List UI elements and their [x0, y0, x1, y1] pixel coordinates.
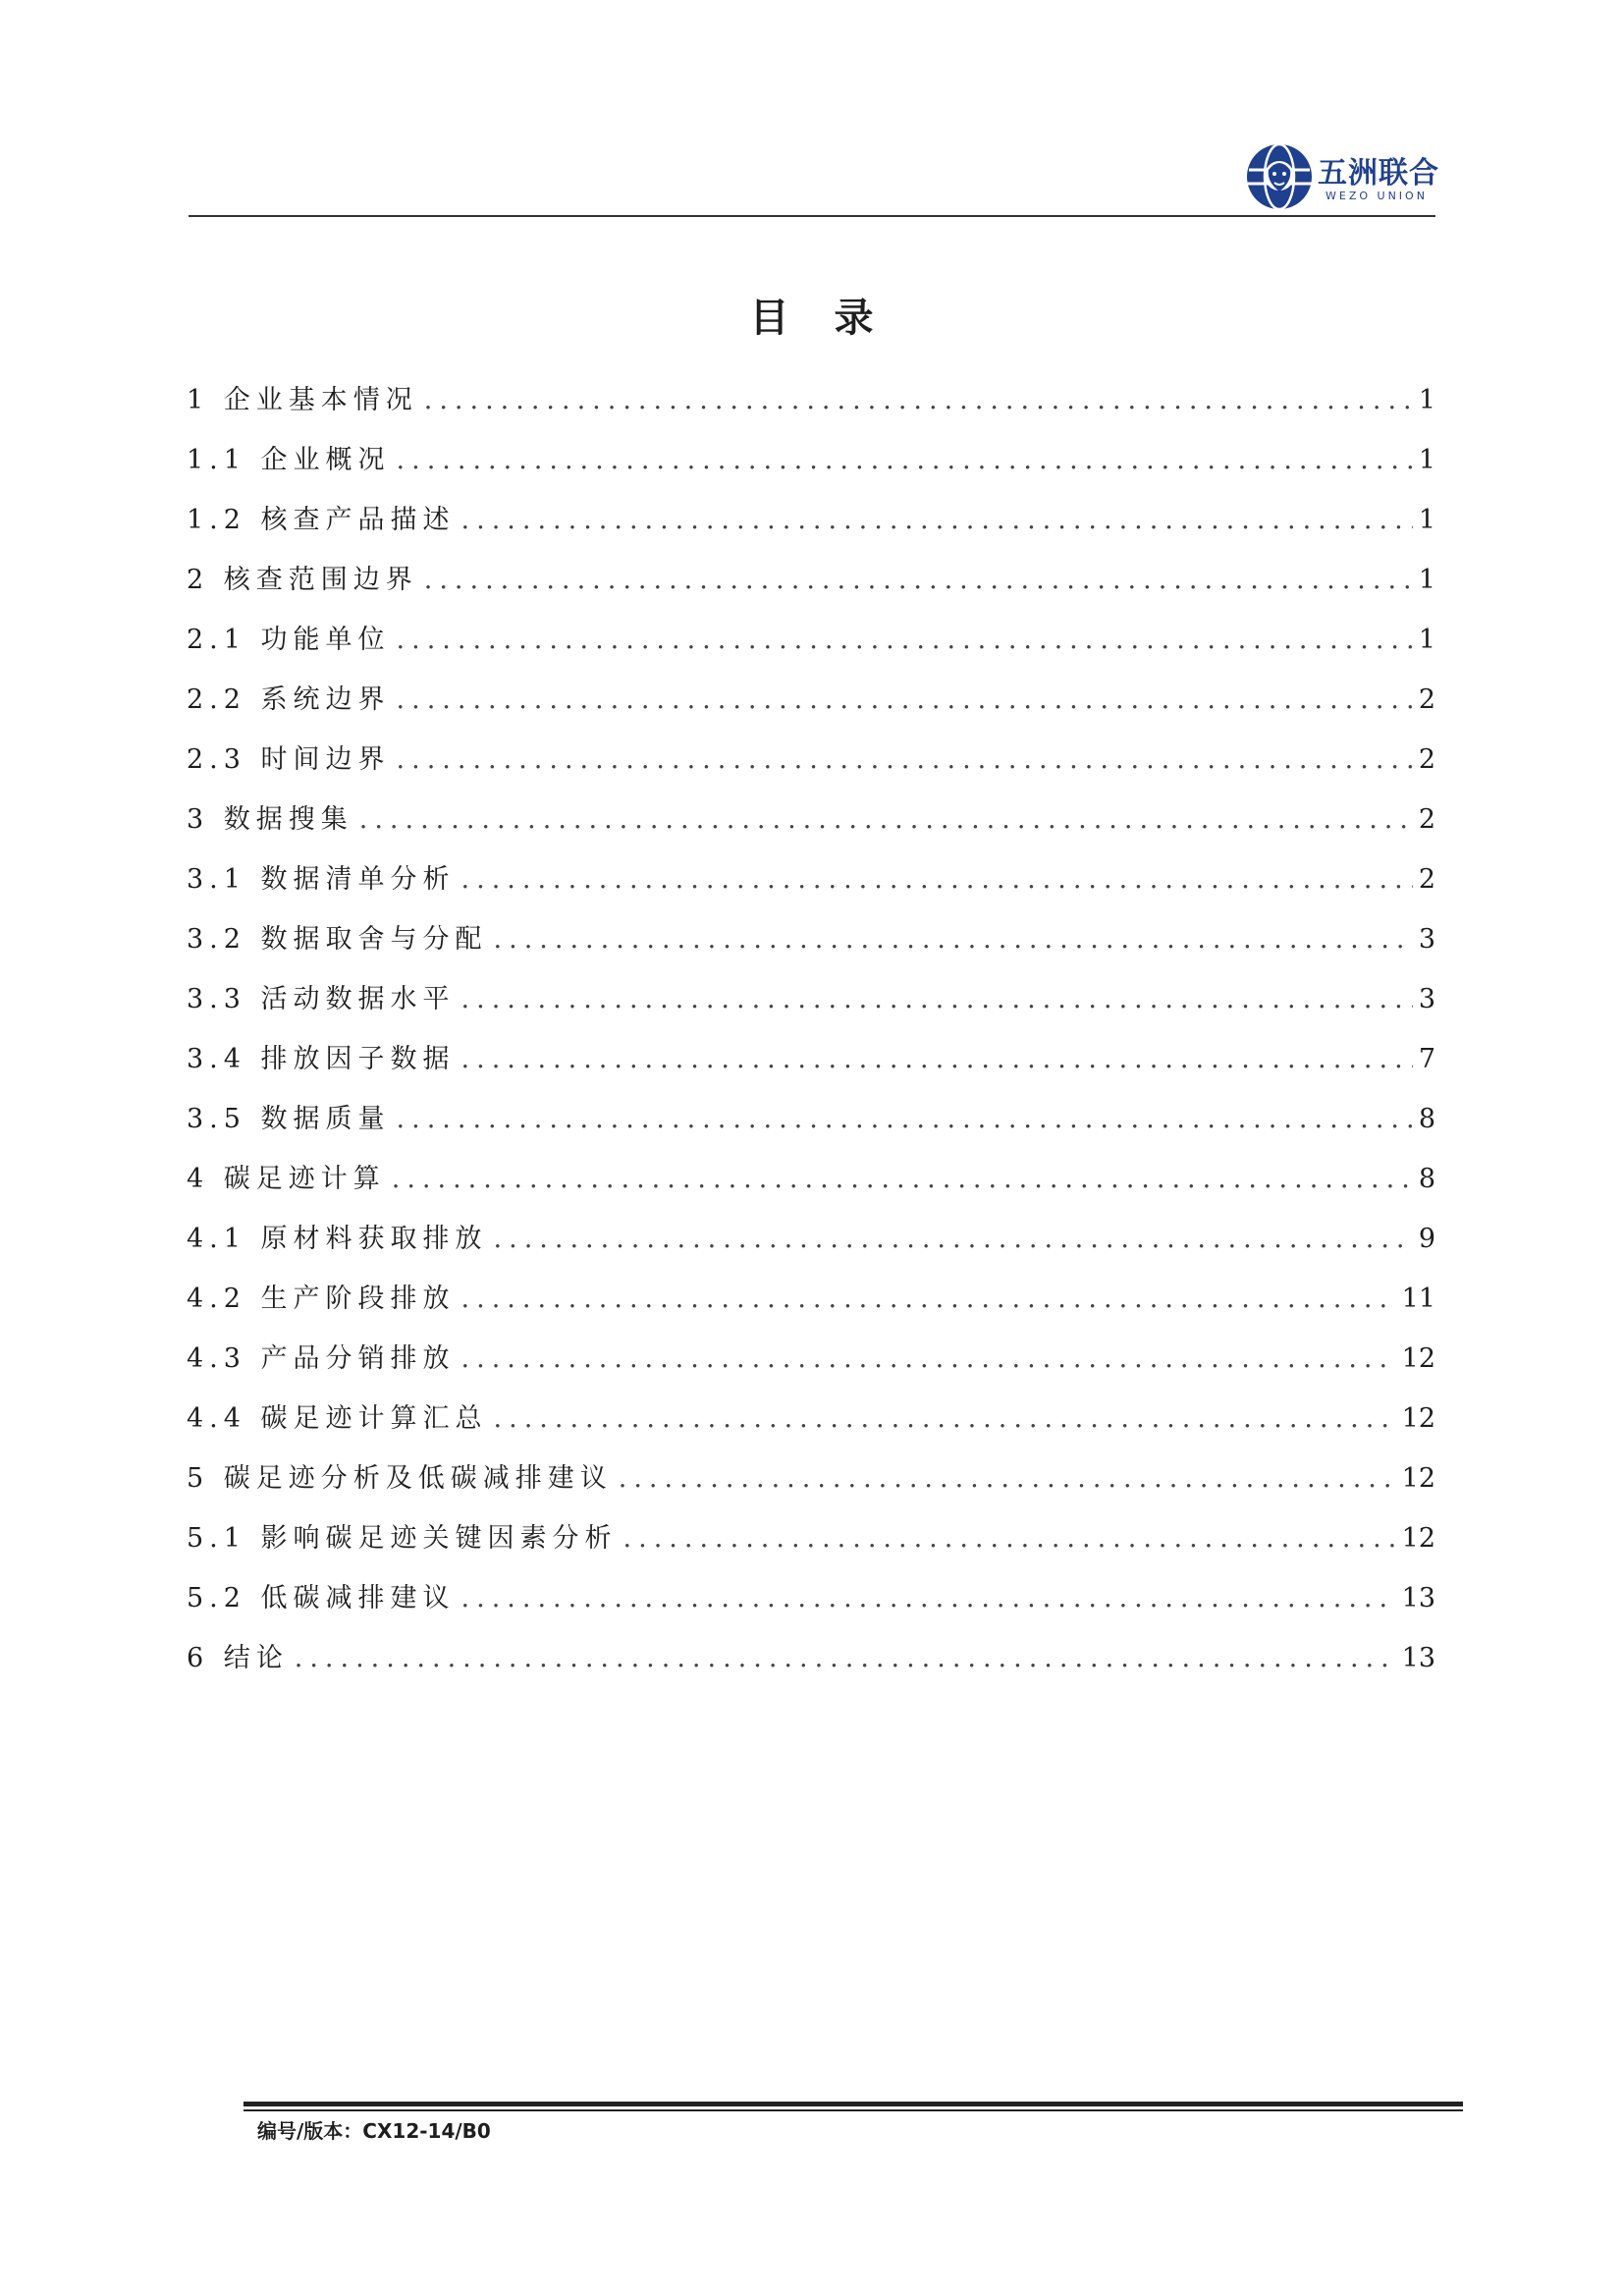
toc-entry: [187, 1097, 1435, 1157]
toc-dot-leader: [424, 565, 1413, 595]
toc-entry-label: 5.2 低碳减排建议: [187, 1583, 456, 1613]
toc-entry-label: 2.3 时间边界: [187, 744, 391, 775]
toc-entry-label: 3 数据搜集: [187, 804, 353, 835]
toc-entry: [187, 738, 1435, 797]
toc-entry-page: 1: [1418, 445, 1435, 475]
toc-entry: [187, 558, 1435, 618]
toc-dot-leader: [397, 684, 1413, 715]
toc-entry-label: 5.1 影响碳足迹关键因素分析: [187, 1523, 618, 1554]
toc-entry: [187, 977, 1435, 1037]
toc-dot-leader: [397, 1104, 1413, 1134]
toc-entry: [187, 1396, 1435, 1456]
toc-entry: [187, 1217, 1435, 1277]
toc-entry: [187, 797, 1435, 857]
table-of-contents: [187, 378, 1435, 1696]
toc-entry: [187, 1337, 1435, 1396]
toc-dot-leader: [461, 1583, 1396, 1613]
toc-entry-label: 2.2 系统边界: [187, 684, 391, 715]
toc-entry: [187, 1037, 1435, 1097]
toc-entry-page: 2: [1418, 804, 1435, 835]
toc-entry-page: 13: [1401, 1643, 1435, 1673]
toc-entry-label: 4.1 原材料获取排放: [187, 1224, 488, 1254]
footer-divider-thick: [243, 2102, 1463, 2106]
toc-entry-label: 1.1 企业概况: [187, 445, 391, 475]
toc-entry-label: 4 碳足迹计算: [187, 1164, 386, 1194]
toc-dot-leader: [359, 804, 1413, 835]
toc-dot-leader: [461, 1284, 1396, 1314]
toc-entry: [187, 1157, 1435, 1217]
toc-entry: [187, 1576, 1435, 1636]
toc-entry: [187, 378, 1435, 438]
toc-entry-page: 12: [1401, 1523, 1435, 1554]
toc-entry-label: 3.1 数据清单分析: [187, 864, 456, 895]
toc-entry-page: 12: [1401, 1403, 1435, 1434]
toc-entry-page: 8: [1418, 1104, 1435, 1134]
toc-entry-label: 3.2 数据取舍与分配: [187, 924, 488, 955]
toc-entry-page: 1: [1418, 625, 1435, 655]
toc-entry-label: 4.3 产品分销排放: [187, 1343, 456, 1374]
toc-entry: [187, 618, 1435, 678]
toc-entry: [187, 917, 1435, 977]
toc-entry: [187, 438, 1435, 498]
toc-entry-label: 6 结论: [187, 1643, 289, 1673]
toc-entry-label: 4.2 生产阶段排放: [187, 1284, 456, 1314]
toc-entry: [187, 1636, 1435, 1696]
globe-lion-icon: [1245, 142, 1314, 211]
toc-entry-page: 3: [1418, 924, 1435, 955]
company-logo: [1245, 142, 1441, 215]
toc-dot-leader: [461, 984, 1413, 1014]
toc-entry-page: 13: [1401, 1583, 1435, 1613]
toc-entry: [187, 857, 1435, 917]
toc-entry-page: 8: [1418, 1164, 1435, 1194]
toc-entry-page: 2: [1418, 864, 1435, 895]
toc-title: 目录: [749, 296, 919, 341]
footer-divider-thin: [243, 2109, 1463, 2111]
toc-dot-leader: [623, 1523, 1396, 1554]
toc-entry-page: 1: [1418, 565, 1435, 595]
logo-text-en: WEZO UNION: [1325, 190, 1428, 202]
toc-dot-leader: [494, 1403, 1396, 1434]
toc-dot-leader: [619, 1463, 1396, 1494]
toc-dot-leader: [295, 1643, 1396, 1673]
toc-entry-page: 1: [1418, 385, 1435, 415]
toc-entry-label: 5 碳足迹分析及低碳减排建议: [187, 1463, 613, 1494]
toc-dot-leader: [494, 924, 1413, 955]
toc-entry-page: 1: [1418, 505, 1435, 535]
toc-dot-leader: [461, 505, 1413, 535]
toc-entry-page: 12: [1401, 1463, 1435, 1494]
toc-entry-label: 3.5 数据质量: [187, 1104, 391, 1134]
toc-dot-leader: [397, 744, 1413, 775]
toc-entry-label: 4.4 碳足迹计算汇总: [187, 1403, 488, 1434]
toc-dot-leader: [397, 625, 1413, 655]
toc-entry-page: 7: [1418, 1044, 1435, 1074]
toc-dot-leader: [424, 385, 1413, 415]
document-code: 编号/版本：CX12-14/B0: [257, 2119, 491, 2143]
toc-dot-leader: [494, 1224, 1413, 1254]
toc-entry: [187, 678, 1435, 738]
toc-entry-label: 3.4 排放因子数据: [187, 1044, 456, 1074]
toc-entry-page: 12: [1401, 1343, 1435, 1374]
toc-dot-leader: [461, 1343, 1396, 1374]
toc-entry-page: 3: [1418, 984, 1435, 1014]
toc-dot-leader: [392, 1164, 1413, 1194]
toc-dot-leader: [461, 864, 1413, 895]
logo-text-cn: 五洲联合: [1318, 156, 1439, 191]
toc-entry-label: 3.3 活动数据水平: [187, 984, 456, 1014]
toc-entry-label: 2.1 功能单位: [187, 625, 391, 655]
toc-entry: [187, 1456, 1435, 1516]
toc-entry-label: 1.2 核查产品描述: [187, 505, 456, 535]
toc-entry: [187, 498, 1435, 558]
toc-entry-label: 2 核查范围边界: [187, 565, 418, 595]
toc-entry: [187, 1516, 1435, 1576]
toc-entry: [187, 1277, 1435, 1337]
toc-entry-page: 9: [1418, 1224, 1435, 1254]
toc-dot-leader: [461, 1044, 1413, 1074]
toc-dot-leader: [397, 445, 1413, 475]
toc-entry-page: 2: [1418, 744, 1435, 775]
toc-entry-label: 1 企业基本情况: [187, 385, 418, 415]
header-divider: [189, 215, 1435, 217]
toc-entry-page: 11: [1401, 1284, 1435, 1314]
toc-entry-page: 2: [1418, 684, 1435, 715]
